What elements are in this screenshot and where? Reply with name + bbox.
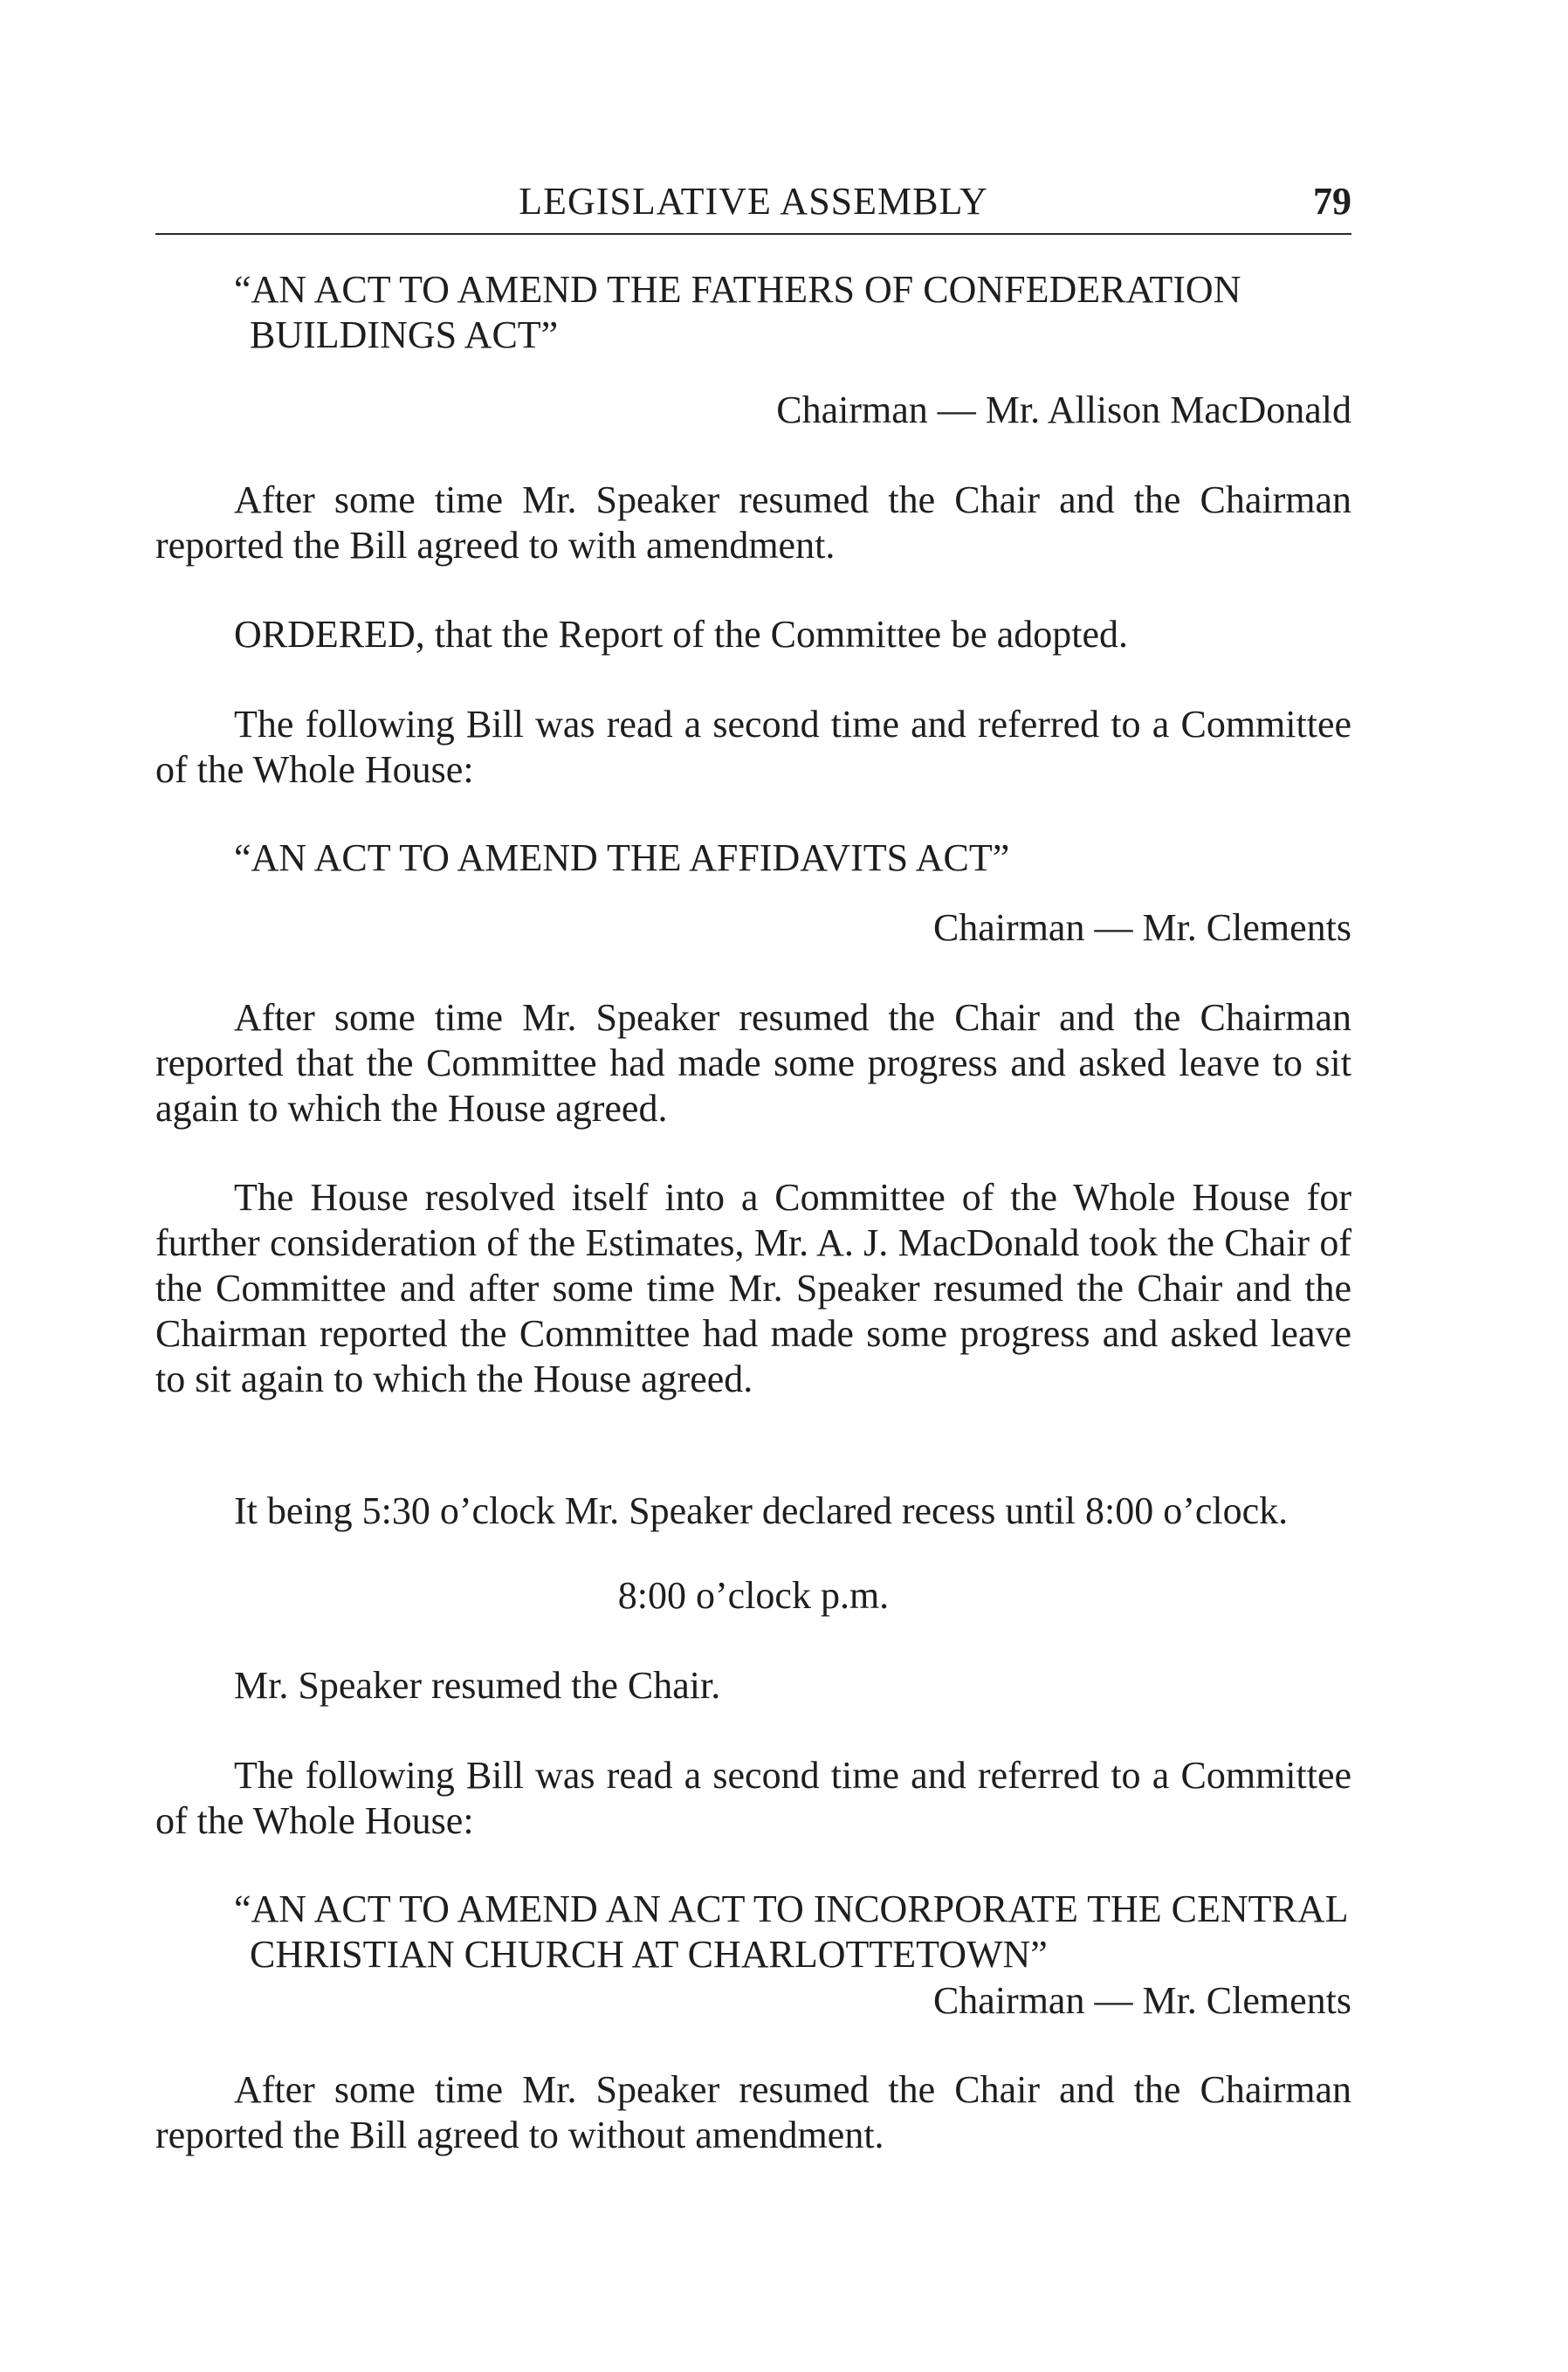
bill-title-fathers-of-confederation: “AN ACT TO AMEND THE FATHERS OF CONFEDERATION BUILDINGS ACT” [234, 268, 1241, 356]
bill-title-central-christian-church: “AN ACT TO AMEND AN ACT TO INCORPORATE THE CENTRAL CHRISTIAN CHURCH AT CHARLOTTETOWN” [234, 1887, 1347, 1976]
paragraph-recess: It being 5:30 o’clock Mr. Speaker declared recess until 8:00 o’clock. [234, 1489, 1289, 1532]
paragraph-estimates: The House resolved itself into a Committee of the Whole House for further consideration of the Estimates, Mr. A. J. MacDonald took the Chair of the Committee and after some time Mr. Speaker resumed the Chair and the Chairman reported the Committee had made some progress and asked leave to sit again to which the House agreed. [155, 1176, 1351, 1400]
page-header [155, 179, 1351, 235]
paragraph-second-reading-1: The following Bill was read a second time and referred to a Committee of the Whole House: [155, 703, 1351, 791]
page-number: 79 [1313, 180, 1351, 223]
paragraph-bill-agreed-without-amendment: After some time Mr. Speaker resumed the Chair and the Chairman reported the Bill agreed to without amendment. [155, 2068, 1351, 2156]
paragraph-speaker-resumed: Mr. Speaker resumed the Chair. [234, 1664, 721, 1707]
paragraph-second-reading-2: The following Bill was read a second time and referred to a Committee of the Whole House: [155, 1754, 1351, 1842]
paragraph-bill-agreed-with-amendment: After some time Mr. Speaker resumed the Chair and the Chairman reported the Bill agreed to with amendment. [155, 478, 1351, 567]
bill-chairman-clements-1: Chairman — Mr. Clements [932, 906, 1351, 949]
evening-sitting-time: 8:00 o’clock p.m. [617, 1574, 890, 1617]
bill-title-affidavits: “AN ACT TO AMEND THE AFFIDAVITS ACT” [234, 836, 1010, 879]
paragraph-report-adopted: ORDERED, that the Report of the Committee be adopted. [234, 613, 1129, 656]
bill-chairman-macdonald: Chairman — Mr. Allison MacDonald [776, 388, 1351, 431]
paragraph-some-progress: After some time Mr. Speaker resumed the Chair and the Chairman reported that the Committee had made some progress and asked leave to sit again to which the House agreed. [155, 996, 1351, 1130]
bill-chairman-clements-2: Chairman — Mr. Clements [932, 1979, 1351, 2022]
running-head: LEGISLATIVE ASSEMBLY [519, 180, 988, 223]
